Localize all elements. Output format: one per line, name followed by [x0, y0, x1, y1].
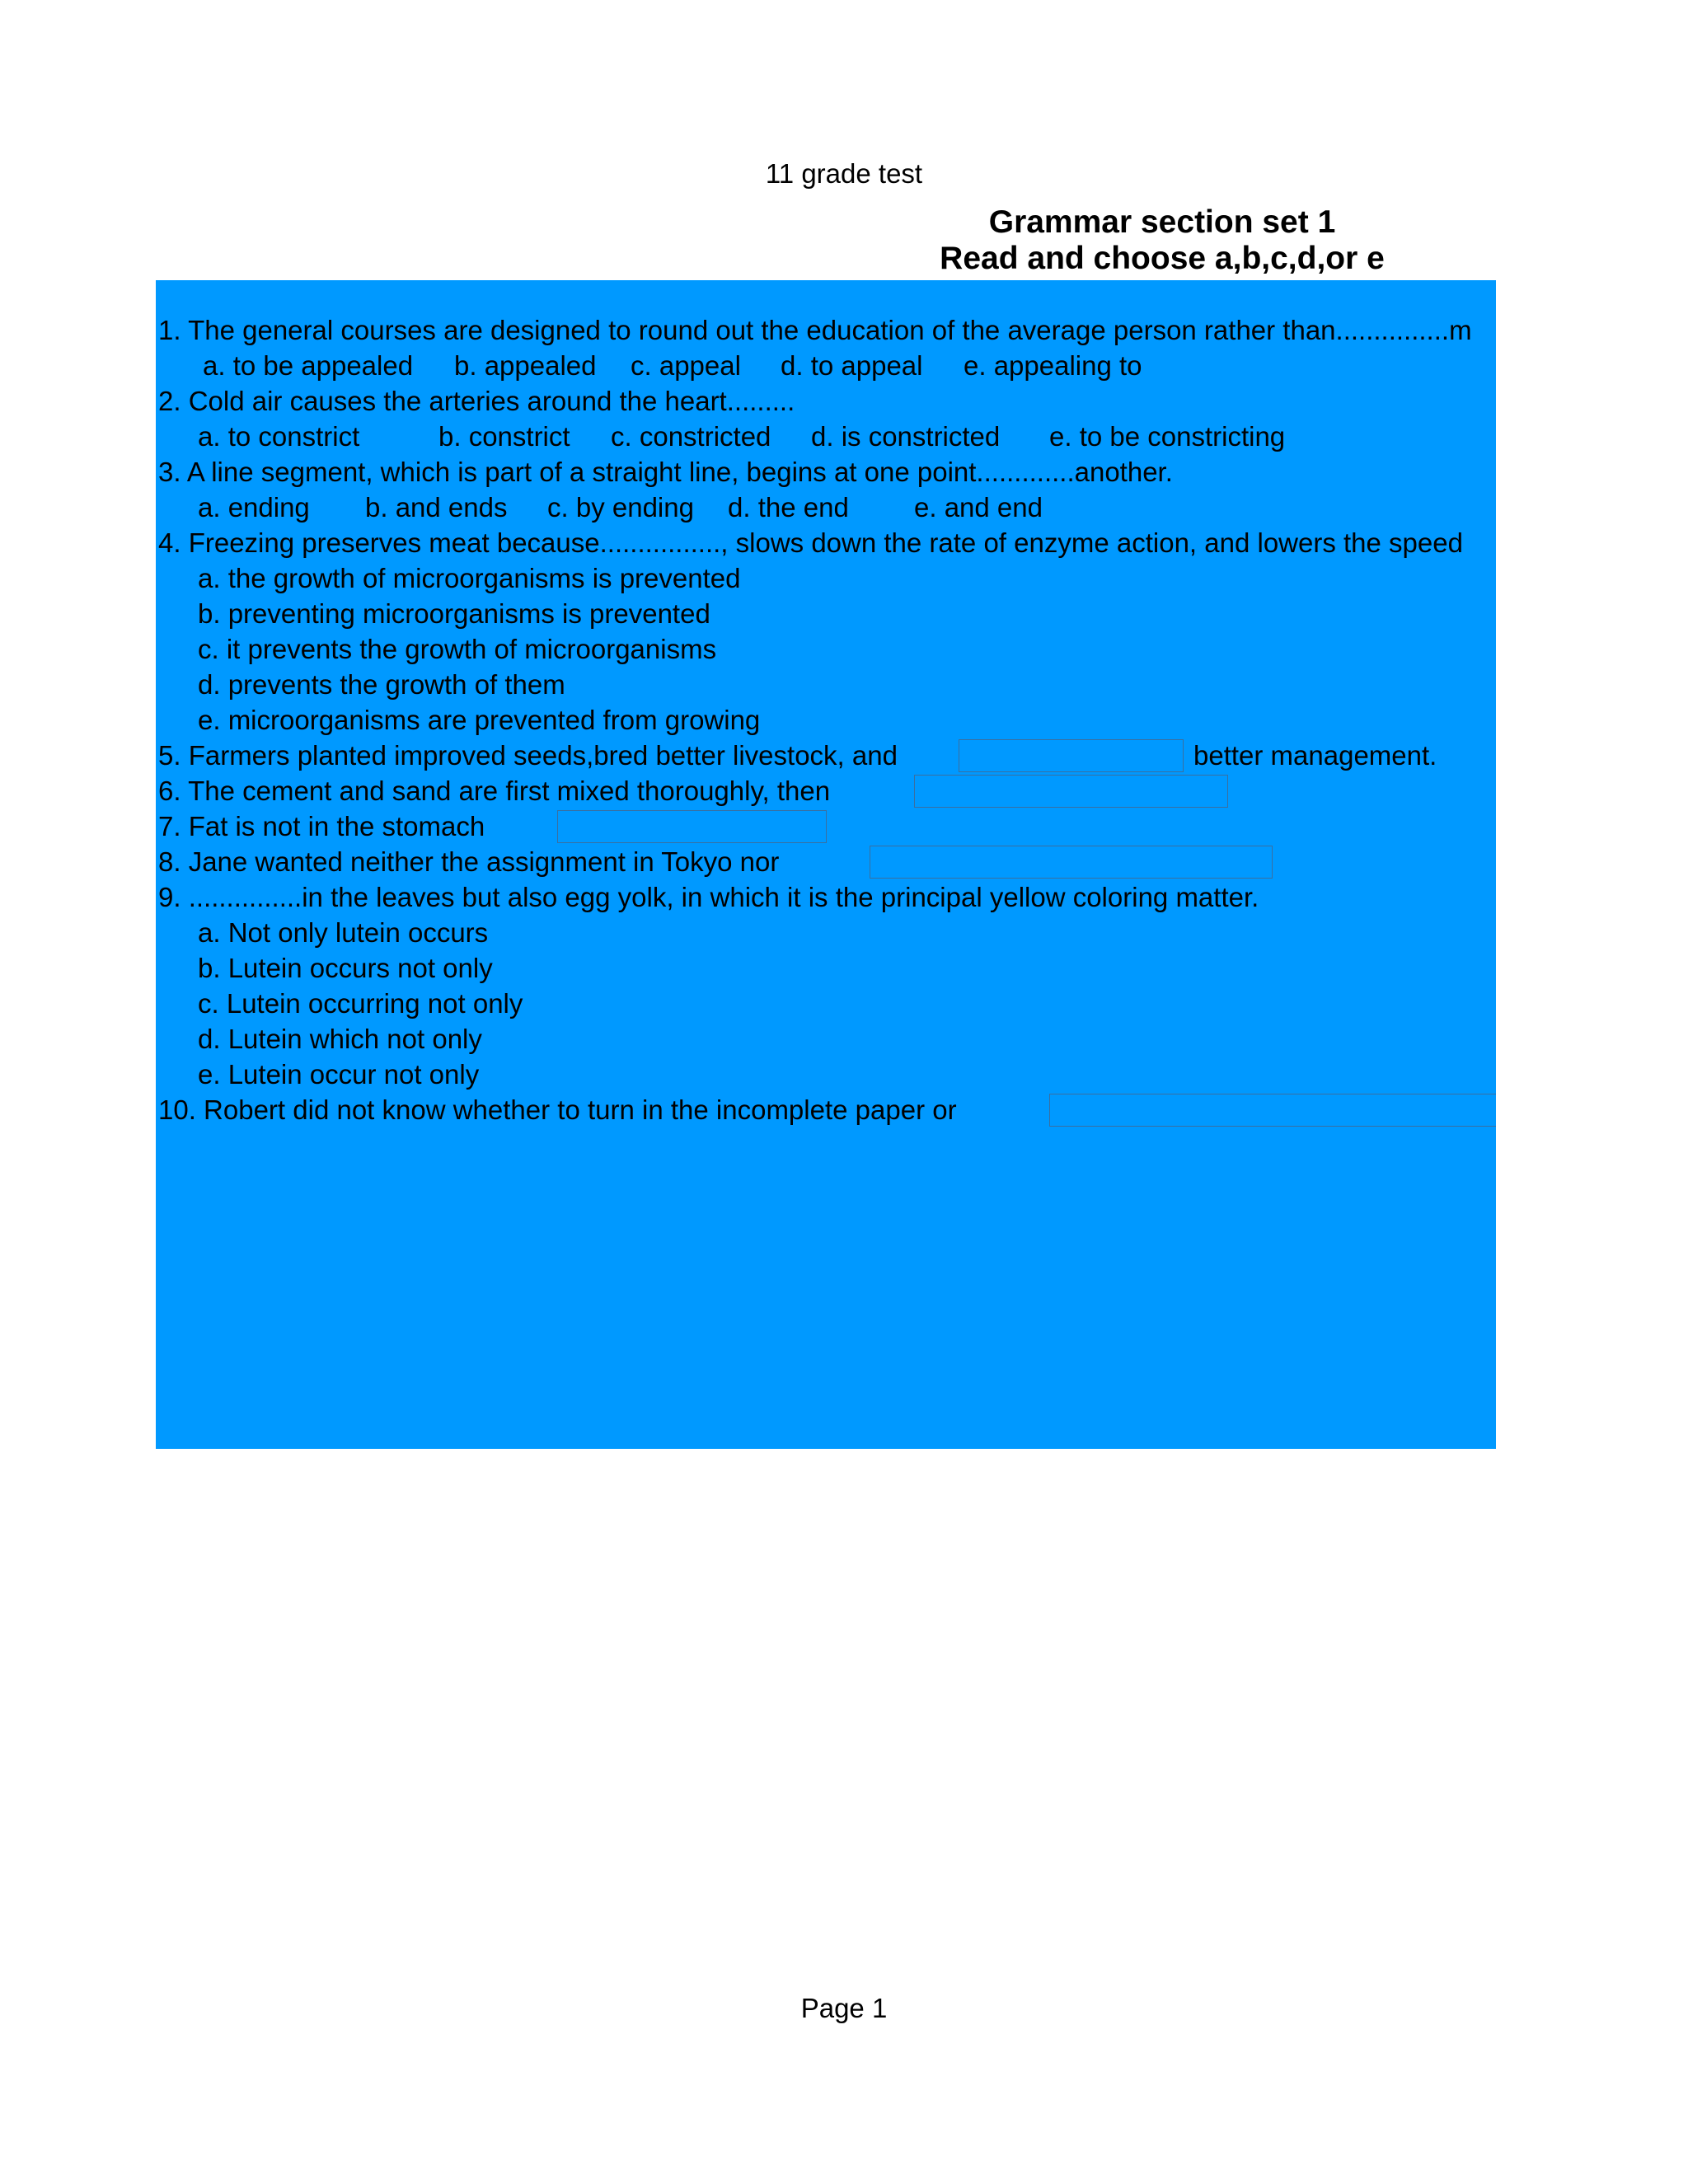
- q3-option-d[interactable]: d. the end: [728, 492, 849, 523]
- q9-option-a[interactable]: a. Not only lutein occurs: [198, 917, 489, 948]
- question-2: 2. Cold air causes the arteries around the heart.........: [158, 386, 795, 416]
- question-2-options: [198, 421, 1285, 452]
- q7-answer-dropdown[interactable]: [557, 810, 827, 843]
- q4-option-d[interactable]: d. prevents the growth of them: [198, 669, 565, 700]
- question-1-options: [203, 350, 1142, 382]
- q1-option-b[interactable]: b. appealed: [454, 350, 597, 381]
- section-title: Grammar section set 1: [988, 204, 1336, 240]
- q6-answer-dropdown[interactable]: [914, 775, 1228, 808]
- question-8: 8. Jane wanted neither the assignment in Tokyo nor: [158, 846, 780, 877]
- question-1: 1. The general courses are designed to round out the education of the average person rather than...............m: [158, 315, 1472, 345]
- q4-option-a[interactable]: a. the growth of microorganisms is prevented: [198, 563, 741, 593]
- q10-answer-dropdown[interactable]: [1049, 1094, 1496, 1127]
- question-7: 7. Fat is not in the stomach: [158, 811, 485, 841]
- instruction-heading: Read and choose a,b,c,d,or e: [940, 241, 1385, 276]
- question-3: 3. A line segment, which is part of a straight line, begins at one point.............another.: [158, 457, 1173, 487]
- question-3-options: [198, 492, 1043, 523]
- q3-option-b[interactable]: b. and ends: [365, 492, 508, 523]
- q1-option-d[interactable]: d. to appeal: [781, 350, 923, 381]
- page-number: Page 1: [800, 1993, 888, 2023]
- q4-option-e[interactable]: e. microorganisms are prevented from growing: [198, 705, 761, 735]
- q4-option-b[interactable]: b. preventing microorganisms is prevented: [198, 598, 710, 629]
- question-5-continuation: better management.: [1193, 740, 1437, 771]
- question-10: 10. Robert did not know whether to turn in the incomplete paper or: [158, 1094, 957, 1125]
- question-5: 5. Farmers planted improved seeds,bred better livestock, and: [158, 740, 898, 771]
- q1-option-c[interactable]: c. appeal: [631, 350, 741, 381]
- q3-option-c[interactable]: c. by ending: [547, 492, 694, 523]
- q2-option-a[interactable]: a. to constrict: [198, 421, 360, 452]
- q2-option-d[interactable]: d. is constricted: [811, 421, 1001, 452]
- q9-option-c[interactable]: c. Lutein occurring not only: [198, 988, 523, 1019]
- question-6: 6. The cement and sand are first mixed thoroughly, then: [158, 776, 831, 806]
- q9-option-d[interactable]: d. Lutein which not only: [198, 1024, 482, 1054]
- question-4: 4. Freezing preserves meat because................, slows down the rate of enzyme action, and lowers the speed: [158, 527, 1463, 558]
- q3-option-a[interactable]: a. ending: [198, 492, 310, 523]
- q9-option-b[interactable]: b. Lutein occurs not only: [198, 953, 493, 983]
- page-header: 11 grade test: [765, 158, 923, 189]
- q3-option-e[interactable]: e. and end: [914, 492, 1043, 523]
- q5-answer-dropdown[interactable]: [959, 739, 1184, 772]
- q1-option-a[interactable]: a. to be appealed: [203, 350, 414, 381]
- q8-answer-dropdown[interactable]: [870, 846, 1273, 879]
- q2-option-b[interactable]: b. constrict: [438, 421, 570, 452]
- q2-option-e[interactable]: e. to be constricting: [1049, 421, 1286, 452]
- q4-option-c[interactable]: c. it prevents the growth of microorganisms: [198, 634, 717, 664]
- q1-option-e[interactable]: e. appealing to: [964, 350, 1142, 381]
- question-9: 9. ...............in the leaves but also egg yolk, in which it is the principal yellow coloring matter.: [158, 882, 1259, 912]
- q2-option-c[interactable]: c. constricted: [611, 421, 771, 452]
- q9-option-e[interactable]: e. Lutein occur not only: [198, 1059, 480, 1090]
- question-panel: [156, 280, 1496, 1449]
